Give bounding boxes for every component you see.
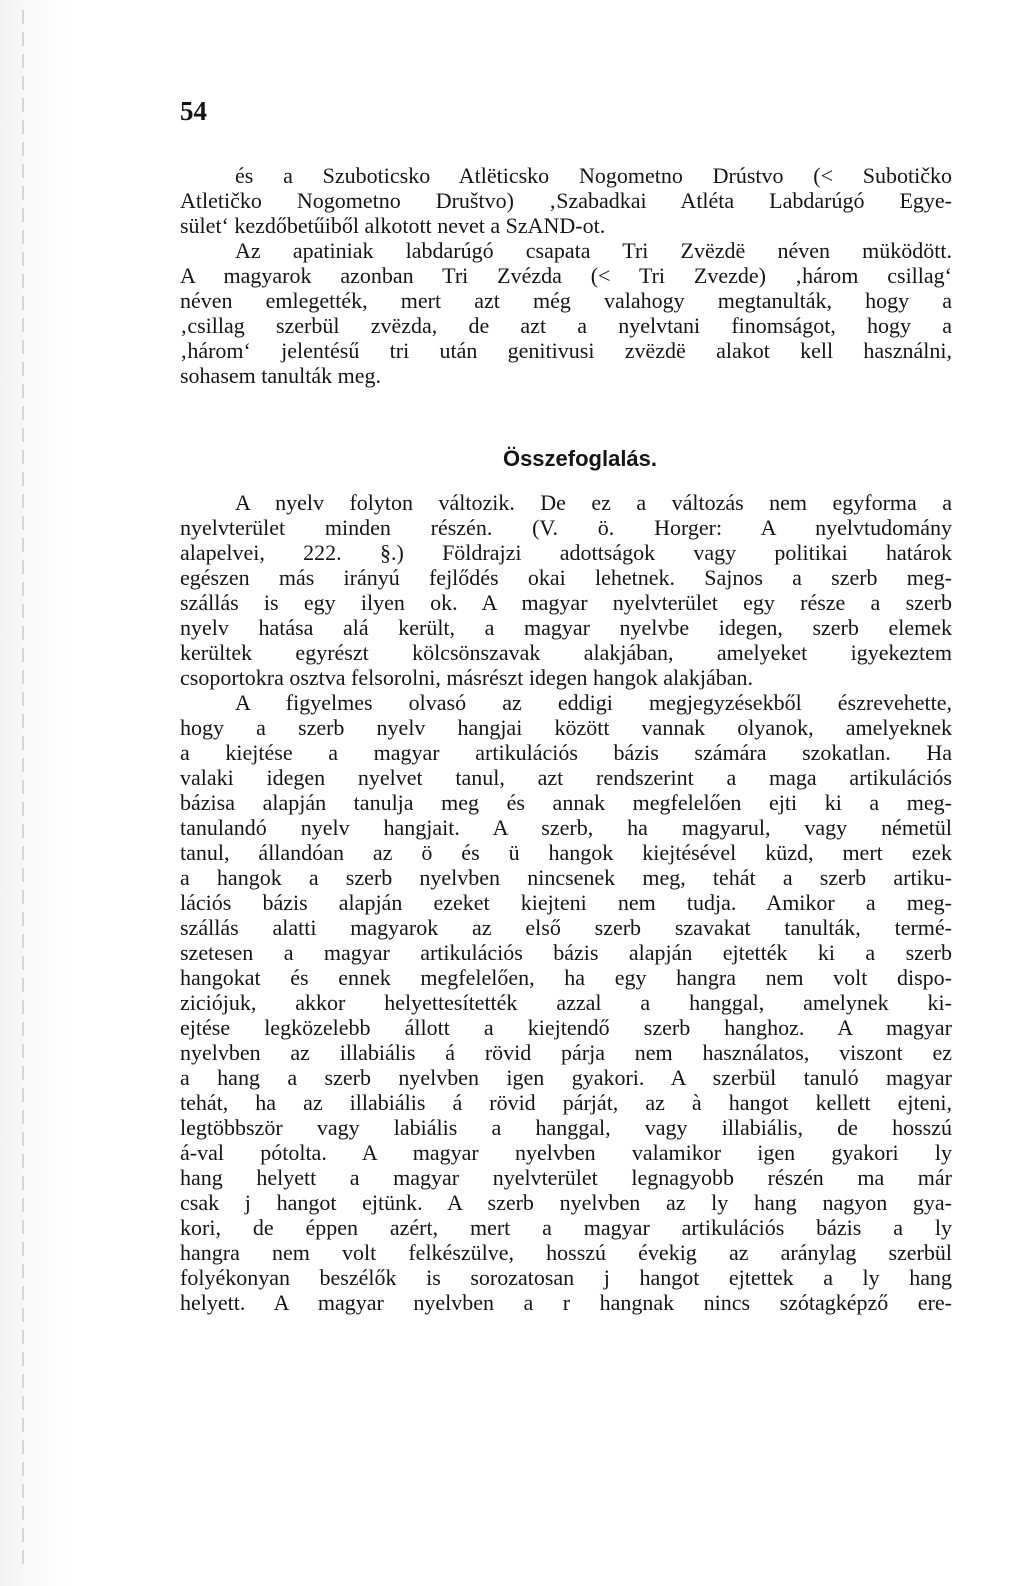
text-line: bázisa alapján tanulja meg és annak megfelelően ejti ki a meg- <box>180 790 952 815</box>
text-line: legtöbbször vagy labiális a hanggal, vagy illabiális, de hosszú <box>180 1115 952 1140</box>
text-line: Atletičko Nogometno Društvo) ‚Szabadkai Atléta Labdarúgó Egye- <box>180 188 952 213</box>
text-line: és a Szuboticsko Atlëticsko Nogometno Drústvo (< Subotičko <box>235 163 952 188</box>
text-line: á-val pótolta. A magyar nyelvben valamikor igen gyakori ly <box>180 1140 952 1165</box>
page-gutter <box>0 0 70 1586</box>
text-line: nyelv hatása alá került, a magyar nyelvbe idegen, szerb elemek <box>180 615 952 640</box>
text-line: Az apatiniak labdarúgó csapata Tri Zvëzdë néven müködött. <box>235 238 952 263</box>
text-line: tanul, állandóan az ö és ü hangok kiejtésével küzd, mert ezek <box>180 840 952 865</box>
paragraph-4 <box>180 690 952 1315</box>
text-line: A figyelmes olvasó az eddigi megjegyzésekből észrevehette, <box>235 690 952 715</box>
paragraph-3 <box>180 490 952 690</box>
text-line: szállás alatti magyarok az első szerb szavakat tanulták, termé- <box>180 915 952 940</box>
text-line: a hang a szerb nyelvben igen gyakori. A szerbül tanuló magyar <box>180 1065 952 1090</box>
body-text <box>180 163 952 1315</box>
text-line: a kiejtése a magyar artikulációs bázis számára szokatlan. Ha <box>180 740 952 765</box>
text-line: a hangok a szerb nyelvben nincsenek meg, tehát a szerb artiku- <box>180 865 952 890</box>
text-line: szetesen a magyar artikulációs bázis alapján ejtették ki a szerb <box>180 940 952 965</box>
text-line: szállás is egy ilyen ok. A magyar nyelvterület egy része a szerb <box>180 590 952 615</box>
text-line: ejtése legközelebb állott a kiejtendő szerb hanghoz. A magyar <box>180 1015 952 1040</box>
text-line: hogy a szerb nyelv hangjai között vannak olyanok, amelyeknek <box>180 715 952 740</box>
text-line: nyelvben az illabiális á rövid párja nem használatos, viszont ez <box>180 1040 952 1065</box>
text-line: tanulandó nyelv hangjait. A szerb, ha magyarul, vagy németül <box>180 815 952 840</box>
text-line: ‚három‘ jelentésű tri után genitivusi zvëzdë alakot kell használni, <box>180 338 952 363</box>
text-line: hangra nem volt felkészülve, hosszú évekig az aránylag szerbül <box>180 1240 952 1265</box>
text-line: valaki idegen nyelvet tanul, azt rendszerint a maga artikulációs <box>180 765 952 790</box>
text-line: folyékonyan beszélők is sorozatosan j hangot ejtettek a ly hang <box>180 1265 952 1290</box>
text-line: egészen más irányú fejlődés okai lehetnek. Sajnos a szerb meg- <box>180 565 952 590</box>
text-line: kerültek egyrészt kölcsönszavak alakjában, amelyeket igyekeztem <box>180 640 952 665</box>
text-line: A magyarok azonban Tri Zvézda (< Tri Zvezde) ‚három csillag‘ <box>180 263 952 288</box>
text-line: tehát, ha az illabiális á rövid párját, az à hangot kellett ejteni, <box>180 1090 952 1115</box>
text-line: A nyelv folyton változik. De ez a változás nem egyforma a <box>235 490 952 515</box>
page-number: 54 <box>180 96 207 126</box>
text-line: ziciójuk, akkor helyettesítették azzal a hanggal, amelynek ki- <box>180 990 952 1015</box>
text-line: ‚csillag szerbül zvëzda, de azt a nyelvtani finomságot, hogy a <box>180 313 952 338</box>
binding-edge <box>22 10 24 1570</box>
text-line: nyelvterület minden részén. (V. ö. Horger: A nyelvtudomány <box>180 515 952 540</box>
text-line: sület‘ kezdőbetűiből alkotott nevet a SzAND-ot. <box>180 213 606 238</box>
text-line: hangokat és ennek megfelelően, ha egy hangra nem volt dispo- <box>180 965 952 990</box>
text-line: néven emlegették, mert azt még valahogy megtanulták, hogy a <box>180 288 952 313</box>
text-line: kori, de éppen azért, mert a magyar artikulációs bázis a ly <box>180 1215 952 1240</box>
text-line: alapelvei, 222. §.) Földrajzi adottságok vagy politikai határok <box>180 540 952 565</box>
section-heading: Összefoglalás. <box>502 446 658 471</box>
text-line: csoportokra osztva felsorolni, másrészt idegen hangok alakjában. <box>180 665 754 690</box>
text-line: sohasem tanulták meg. <box>180 363 382 388</box>
text-line: hang helyett a magyar nyelvterület legnagyobb részén ma már <box>180 1165 952 1190</box>
text-line: csak j hangot ejtünk. A szerb nyelvben az ly hang nagyon gya- <box>180 1190 952 1215</box>
paragraph-1 <box>180 163 952 238</box>
text-line: lációs bázis alapján ezeket kiejteni nem tudja. Amikor a meg- <box>180 890 952 915</box>
text-line: helyett. A magyar nyelvben a r hangnak nincs szótagképző ere- <box>180 1290 952 1315</box>
paragraph-2 <box>180 238 952 388</box>
